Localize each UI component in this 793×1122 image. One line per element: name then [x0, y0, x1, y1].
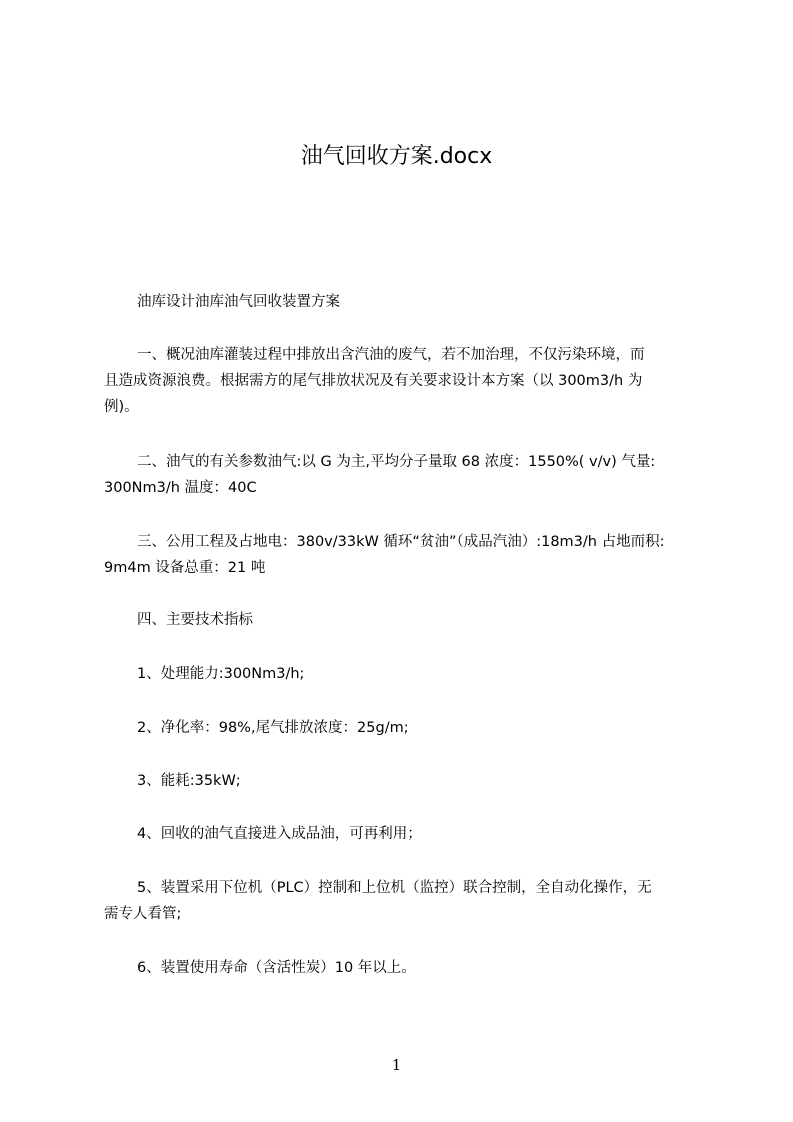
section-parameters-line-1: 二、油气的有关参数油气:以 G 为主,平均分子量取 68 浓度：1550%( v/v) 气量: [137, 454, 656, 470]
spec-item-1 [104, 661, 716, 687]
spec-item-5-line-1: 5、装置采用下位机（PLC）控制和上位机（监控）联合控制，全自动化操作，无 [137, 880, 652, 896]
page-number: 1 [391, 1056, 402, 1074]
subtitle-text: 油库设计油库油气回收装置方案 [137, 294, 340, 310]
spec-item-6-text: 6、装置使用寿命（含活性炭）10 年以上。 [137, 960, 416, 976]
document-subtitle [104, 289, 716, 315]
section-utilities [104, 529, 716, 581]
section-overview [104, 342, 716, 420]
document-title: 油气回收方案.docx [300, 144, 493, 169]
spec-item-5 [104, 875, 716, 927]
section-utilities-line-1: 三、公用工程及占地电：380v/33kW 循环“贫油”（成品汽油）:18m3/h 占地而积: [137, 534, 665, 550]
spec-item-2 [104, 715, 716, 741]
section-specs-heading [104, 607, 716, 633]
section-overview-line-2: 且造成资源浪费。根据需方的尾气排放状况及有关要求设计本方案（以 300m3/h 为 [104, 373, 643, 389]
spec-item-4 [104, 821, 716, 847]
section-specs-heading-text: 四、主要技术指标 [137, 612, 253, 628]
spec-item-2-text: 2、净化率：98%,尾气排放浓度：25g/m; [137, 720, 409, 736]
spec-item-1-text: 1、处理能力:300Nm3/h; [137, 666, 305, 682]
section-parameters-line-2: 300Nm3/h 温度：40C [104, 480, 257, 496]
spec-item-5-line-2: 需专人看管; [104, 906, 182, 922]
spec-item-3 [104, 768, 716, 794]
spec-item-4-text: 4、回收的油气直接进入成品油，可再利用； [137, 826, 422, 842]
section-utilities-line-2: 9m4m 设备总重：21 吨 [104, 560, 266, 576]
section-overview-line-3: 例)。 [104, 399, 139, 415]
section-parameters [104, 449, 716, 501]
section-overview-line-1: 一、概况油库灌装过程中排放出含汽油的废气，若不加治理，不仅污染环境，而 [137, 347, 645, 363]
spec-item-3-text: 3、能耗:35kW; [137, 773, 241, 789]
spec-item-6 [104, 955, 716, 981]
